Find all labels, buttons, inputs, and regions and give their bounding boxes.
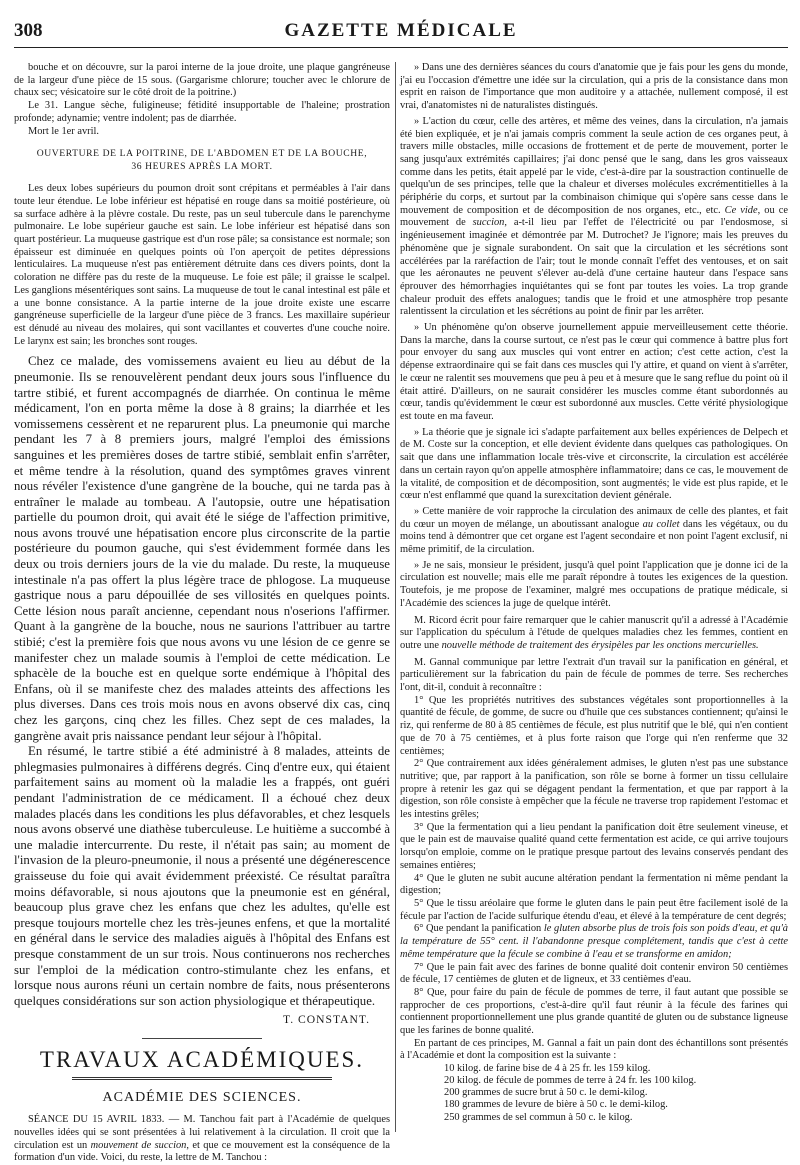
text-run: au collet [642,518,680,530]
gannal-point: 4° Que le gluten ne subit aucune altération pendant la fermentation ni même pendant la digestion; [400,872,788,897]
divider [72,1077,332,1080]
text-run: , ou ce mouvement de [400,204,788,229]
gannal-point: 7° Que le pain fait avec des farines de bonne qualité doit contenir environ 50 centièmes de fécule, 17 centièmes de gluten et de ligneux, et 33 centièmes d'eau. [400,961,788,986]
ricord-paragraph [400,615,788,653]
gannal-point [400,923,788,961]
subsection-title: ACADÉMIE DES SCIENCES. [102,1090,302,1106]
letter-paragraph: » Un phénomène qu'on observe journellement appuie merveilleusement cette théorie. Dans la marche, dans la course surtout, ce n'est pas le cœur qui commence à battre plus fort pour envoyer du sang aux muscles qui vont entrer en action; c'est cette action, c'est la dépense extraordinaire qui se fait dans ces muscles qui l'y attire, et quand on vient à s'arrêter, le cœur ne ralentit ses mouvemens que peu à peu et à mesure que le sang reflue du point où il était attiré. D'ailleurs, on ne saurait considérer les muscles comme étant subordonnés au cœur, tandis qu'évidemment le cœur est subordonné aux muscles. Cette vérité physiologique est toute en ma faveur. [400,322,788,422]
text-run: » Cette manière de voir rapproche la circulation des animaux de celle des plantes, et fait du cœur un moyen de mélange, un aboutissant analogue [400,505,788,530]
autopsy-heading-line: OUVERTURE DE LA POITRINE, DE L'ABDOMEN ET DE LA BOUCHE, [36,148,368,160]
journal-title: GAZETTE MÉDICALE [284,20,518,41]
column-divider [395,62,396,1132]
gannal-point: 3° Que la fermentation qui a lieu pendant la panification doit être seulement vineuse, et que le pain est de mauvaise qualité quand cette fermentation est acide, ce qui arrive toujours lorsqu'on emploie, comme on le pratique presque partout des levains conservés pendant des semaines entières; [400,821,788,871]
author-signature: T. CONSTANT. [283,1013,370,1027]
text-run: dans les végétaux, ou du moins tend à démontrer que cet organe est l'agent secondaire et non point l'agent exclusif, ni même primitif, de la circulation. [400,518,788,556]
text-run: Ce vide [724,204,758,216]
recipe-item: 180 grammes de levure de bière à 50 c. le demi-kilog. [444,1099,668,1111]
letter-paragraph: » Je ne sais, monsieur le président, jusqu'à quel point l'application que je donne ici de la circulation est nouvelle; mais elle me paraît répondre à toutes les exigences de la question. Toutefois, je me propose de l'examiner, malgré mes occupations de pratique médicale, si l'Académie des sciences la juge de quelque intérêt. [400,559,788,609]
text-run: le gluten absorbe plus de trois fois son poids d'eau, et qu'à la température de 55° cent. il l'abandonne presque complétement, tandis que c'est à cette même température que la fécule se combine à l'eau et se transforme en amidon; [400,923,788,960]
autopsy-heading [14,148,390,173]
text-run: » L'action du cœur, celle des artères, et même des veines, dans la circulation, n'a jamais été bien expliquée, et je n'ai jamais compris comment la seule action de ces organes peut, à travers mille obstacles, mille occasions de frottement et de perte de mouvement, porter le sang jusqu'aux extrémités capillaires; j'ai donc pensé que le sang, dans les gros vaisseaux comme dans les petits, était appelé par le vide, c'est-à-dire par la soustraction continuelle de quelqu'un de ses principes, telle que la chaleur et diverses molécules excrémentitielles à la périphérie du corps, et surtout par la combinaison chimique qui s'opère sans cesse dans le mouvement de composition et de décomposition de nos organes, etc., etc. [400,115,788,216]
seance-paragraph [14,1114,390,1165]
left-column [14,62,390,1164]
text-run: — M. Tanchou fait part à l'Académie de quelques nouvelles idées qui se sont présentées à lui relativement à la circulation. Il croit que la circulation est un [14,1114,390,1151]
gannal-point: 8° Que, pour faire du pain de fécule de pommes de terre, il faut autant que possible se rapprocher de ces proportions, c'est-à-dire qu'il faut réunir à la fécule des farines qui contiennent proportionnellement une plus grande quantité de gluten ou de substance ligneuse que les farines de bonne qualité. [400,986,788,1037]
recipe-list [400,1063,788,1123]
recipe-item: 250 grammes de sel commun à 50 c. le kilog. [444,1111,633,1123]
text-run: 6° Que pendant la panification [414,923,544,935]
text-run: succion [472,217,505,229]
divider [142,1038,262,1039]
letter-paragraph [400,116,788,319]
text-run: , a-t-il lieu par l'effet de l'électricité ou par l'endosmose, si ingénieusement imaginée et démontrée par M. Dutrochet? Je l'ignore; mais les preuves du phénomène que je signale surabondent. On sait que la circulation et les sécrétions sont accélérées par la raréfaction de l'air; tout le monde connaît l'effet des ventouses, et on sait que les aéronautes ne peuvent s'élever au-delà d'une certaine hauteur dans l'espace sans éprouver des hémorrhagies inquiétantes qui se font par toutes les voies. La trop grande chaleur produit des effets analogues; tandis que le froid et une atmosphère trop pesante ralentissent la circulation et les sécrétions au point de finir par les arrêter. [400,217,789,318]
letter-paragraph [400,506,788,557]
autopsy-paragraph: Les deux lobes supérieurs du poumon droit sont crépitans et perméables à l'air dans toute leur étendue. Le lobe inférieur est hépatisé en rouge dans sa moitié postérieure, où sa surface adhère à la plèvre costale. Du reste, pas un seul tubercule dans le parenchyme pulmonaire. Le lobe supérieur gauche est sain. Le lobe inférieur est hépatisé dans son quart postérieur. La muqueuse gastrique est d'un rose pâle; sa consistance est normale; son épaisseur est diminuée en quelques points où l'on aperçoit de petites dépressions lenticulaires. La muqueuse n'est pas entièrement détruite dans ces divers points, dont la coloration ne diffère pas du reste de la muqueuse. Le foie est pâle; il graisse le scalpel. Les ganglions mésentériques sont sains. La muqueuse de tout le canal intestinal est pâle et a une bonne consistance. A la partie interne de la joue droite existe une escarre gangréneuse superficielle de la largeur d'une pièce de 3 francs. Les maxillaire supérieur est dénudé au niveau des molaires, qui sont vacillantes et couvertes d'une couche noire. Le larynx est sain; les bronches sont rouges. [14,183,390,347]
gannal-point: 5° Que le tissu aréolaire que forme le gluten dans le pain peut être facilement isolé de la fécule par l'action de l'acide sulfurique étendu d'eau, et élevé à la température de cent degrés; [400,898,788,922]
seance-date: SÉANCE DU 15 AVRIL 1833. [28,1114,165,1126]
discussion-paragraph: En résumé, le tartre stibié a été administré à 8 malades, atteints de phlegmasies pulmonaires à différens degrés. Cinq d'entre eux, qui étaient parfaitement sains au moment où la maladie les a frappés, ont guéri pendant l'administration de ce médicament. Il a échoué chez deux malades placés dans les conditions les plus défavorables, et chez lesquels nous avons observé une diathèse tuberculeuse. Le huitième a succombé à une maladie intercurrente. Du reste, il n'était pas sain; au moment de l'invasion de la pleuro-pneumonie, il nous a présenté une dégénerescence graisseuse du foie qui avait évidemment préexisté. Ce résultat paraîtra moins défavorable, si nous ajoutons que la pneumonie est en général, beaucoup plus grave chez les enfans que chez les adultes, qu'elle est presque toujours mortelle chez les très-jeunes enfens, et que la mortalité en général dans le service des maladies aiguës à l'hôpital des Enfans est presque constamment de un sur trois. Nous continuerons nos recherches sur l'emploi de la médication contro-stimulante chez les enfans, et lorsque nous aurons réuni un certain nombre de faits, nous présenterons quelques considérations sur son action physiologique et thérapeutique. [14,744,390,1008]
recipe-item: 200 grammes de sucre brut à 50 c. le demi-kilog. [444,1087,648,1099]
text-run: , et que ce mouvement est la conséquence de la formation d'un vide. Voici, du reste, la lettre de M. Tanchou : [14,1139,390,1164]
discussion-paragraph: Chez ce malade, des vomissemens avaient eu lieu au début de la pneumonie. Ils se renouvelèrent pendant deux jours sous l'influence du tartre stibié, et furent accompagnés de diarrhée. On continua le même médicament, l'on en porta même la dose à 8 grains; la diarrhée et les vomissemens cessèrent et ne reparurent plus. La pneumonie qui marche pendant les 7 à 8 premiers jours, malgré l'emploi des émissions sanguines et les premières doses de tartre stibié, semblait enfin s'arrêter, et même tendre à la résolution, quand des symptômes graves vinrent nous révéler l'existence d'une gangrène de la bouche, qui ne tarda pas à entraîner le malade au tombeau. A l'autopsie, outre une hépatisation partielle du poumon droit, qui avait été le siége de l'affection primitive, nous avons trouvé une hépatisation encore plus circonscrite de la partie postérieure du poumon gauche, qui s'est évidemment formée dans les deux ou trois derniers jours de la vie du malade. Du reste, la muqueuse intestinale n'a pas offert la plus légère trace de phlogose. La muqueuse gastrique nous a paru dépouillée de ses villosités en quelques points. Cette lésion nous paraît ancienne, cependant nous n'oserions l'affirmer. Quant à la gangrène de la bouche, nous ne saurions l'attribuer au tartre stibié; c'est la première fois que nous avons vu une lésion de ce genre se manifester chez un malade soumis à l'emploi de cette médication. Le sphacèle de la bouche est en quelque sorte endémique à l'hôpital des Enfans, où il se manifeste chez des malades atteints des affections les plus diverses. Dans ces trois mois nous en avons observé dix cas, cinq chez les garçons, cinq chez les filles. Chez sept de ces malades, la gangrène avait pris naissance pendant leur séjour à l'hôpital. [14,354,390,743]
gannal-paragraph: M. Gannal communique par lettre l'extrait d'un travail sur la panification en général, et particulièrement sur la fabrication du pain de fécule de pommes de terre. Ses recherches l'ont, dit-il, conduit à reconnaître : [400,656,788,694]
case-paragraph: Le 31. Langue sèche, fuligineuse; fétidité insupportable de l'haleine; prostration profonde; adynamie; ventre indolent; pas de diarrhée. [14,100,390,124]
recipe-item: 10 kilog. de farine bise de 4 à 25 fr. les 159 kilog. [444,1063,651,1075]
gannal-point: 1° Que les propriétés nutritives des substances végétales sont proportionnelles à la quantité de fécule, de gomme, de sucre ou d'huile que ces substances contiennent; qu'ainsi le riz, qui renferme de 80 à 85 centièmes de fécule, est plus nutritif que le blé, qui n'en contient que de 70 à 75 centièmes, et à plus forte raison que l'orge qui n'en renferme que 32 centièmes; [400,694,788,757]
article-columns [14,62,789,1164]
page-number: 308 [14,20,43,41]
gannal-closing: En partant de ces principes, M. Gannal a fait un pain dont des échantillons sont présentés à l'Académie et dont la composition est la suivante : [400,1037,788,1062]
letter-paragraph: » La théorie que je signale ici s'adapte parfaitement aux belles expériences de Delpech et de M. Coste sur la conception, et elle devient évidente dans quelques cas pathologiques. On sait que dans une inflammation locale très-vive et circonscrite, la circulation est accélérée dans un certain rayon qu'on appelle atmosphère inflammatoire; dans ce cas, le mouvement de la vitalité, de composition et de décomposition, sont augmentés; le vide est plus rapide, et le cœur n'est enflammé que quand la surexcitation devient générale. [400,426,788,502]
text-run: nouvelle méthode de traitement des érysipèles par les onctions mercurielles. [441,639,759,651]
recipe-item: 20 kilog. de fécule de pommes de terre à 24 fr. les 100 kilog. [444,1075,697,1087]
text-run: M. Ricord écrit pour faire remarquer que le cahier manuscrit qu'il a adressé à l'Académie sur l'application du spéculum à l'étude de quelques maladies chez les femmes, contient en outre une [400,614,788,651]
letter-paragraph: » Dans une des dernières séances du cours d'anatomie que je fais pour les gens du monde, j'ai eu l'occasion d'émettre une idée sur la circulation, qui a pris de la consistance dans mon esprit en raison de l'importance que mon auditoire y a attachée, nullement composé, il est vrai, d'anatomistes ni de naturalistes distingués. [400,62,788,112]
page-header [14,18,788,48]
right-column [400,62,788,1144]
text-run: mouvement de succion [90,1139,187,1151]
case-paragraph: Mort le 1er avril. [28,125,99,137]
gannal-point: 2° Que contrairement aux idées généralement admises, le gluten n'est pas une substance nutritive; que, par rapport à la panification, son rôle se borne à former un tissu cellulaire propre à retenir les gaz qui se dégagent pendant la fermentation, et que par rapport à la digestion, son rôle consiste à empêcher que la fécule ne traverse trop rapidement l'estomac et les intestins grêles; [400,758,788,821]
autopsy-heading-line: 36 HEURES APRÈS LA MORT. [131,160,273,172]
section-title: TRAVAUX ACADÉMIQUES. [39,1047,365,1073]
case-paragraph: bouche et on découvre, sur la paroi interne de la joue droite, une plaque gangréneuse de la largeur d'une pièce de 15 sous. (Gargarisme chlorure; toucher avec le chlorure de chaux sec; vésicatoire sur le côté droit de la poitrine.) [14,62,390,99]
